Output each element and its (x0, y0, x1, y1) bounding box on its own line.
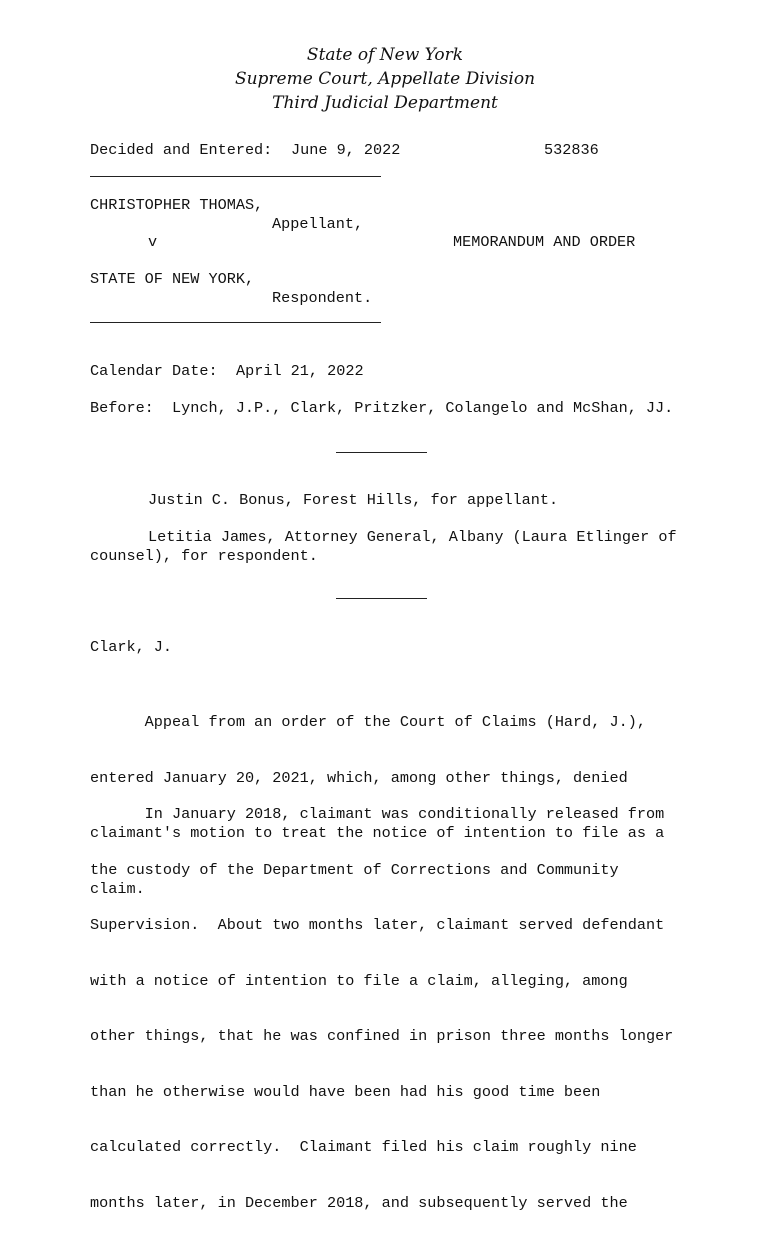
court-department-title: Third Judicial Department (272, 93, 498, 113)
respondent-name: STATE OF NEW YORK, (90, 270, 255, 288)
paragraph-line: other things, that he was confined in prison three months longer (90, 1027, 674, 1045)
decided-entered-date: June 9, 2022 (291, 141, 401, 159)
document-type: MEMORANDUM AND ORDER (453, 233, 636, 251)
caption-bottom-rule (90, 322, 381, 323)
opinion-paragraph-2 (90, 768, 673, 1249)
paragraph-line: months later, in December 2018, and subsequently served the (90, 1193, 628, 1212)
paragraph-line: with a notice of intention to file a claim, alleging, among (90, 971, 628, 990)
calendar-date-value: April 21, 2022 (236, 362, 364, 380)
section-divider-1 (336, 452, 427, 453)
paragraph-line: Supervision. About two months later, claimant served defendant (90, 916, 665, 934)
paragraph-line: In January 2018, claimant was conditionally released from (90, 805, 665, 823)
decided-entered-label: Decided and Entered: (90, 141, 273, 159)
appellant-name: CHRISTOPHER THOMAS, (90, 196, 264, 214)
respondent-role: Respondent. (272, 289, 373, 307)
calendar-date-label: Calendar Date: (90, 362, 218, 380)
versus-mark: v (148, 233, 158, 251)
appellant-role: Appellant, (272, 215, 364, 233)
paragraph-line: claimant's motion to treat the notice of intention to file as a (90, 824, 665, 842)
court-name-title: Supreme Court, Appellate Division (234, 69, 536, 89)
respondent-counsel-line1: Letitia James, Attorney General, Albany (Laura Etlinger of (148, 528, 677, 546)
section-divider-2 (336, 598, 427, 599)
caption-top-rule (90, 176, 381, 177)
case-number: 532836 (544, 141, 599, 159)
appellant-counsel: Justin C. Bonus, Forest Hills, for appellant. (148, 491, 559, 509)
paragraph-line: the custody of the Department of Corrections and Community (90, 860, 619, 879)
opinion-author: Clark, J. (90, 638, 173, 656)
before-judges: Lynch, J.P., Clark, Pritzker, Colangelo and McShan, JJ. (172, 399, 674, 417)
court-state-title: State of New York (306, 45, 464, 65)
paragraph-line: Appeal from an order of the Court of Claims (Hard, J.), (90, 713, 646, 731)
before-label: Before: (90, 399, 154, 417)
paragraph-line: than he otherwise would have been had his good time been (90, 1082, 601, 1101)
paragraph-line: claim. (90, 879, 145, 898)
paragraph-line: entered January 20, 2021, which, among other things, denied (90, 768, 628, 787)
respondent-counsel-line2: counsel), for respondent. (90, 547, 318, 565)
paragraph-line: calculated correctly. Claimant filed his claim roughly nine (90, 1138, 637, 1156)
